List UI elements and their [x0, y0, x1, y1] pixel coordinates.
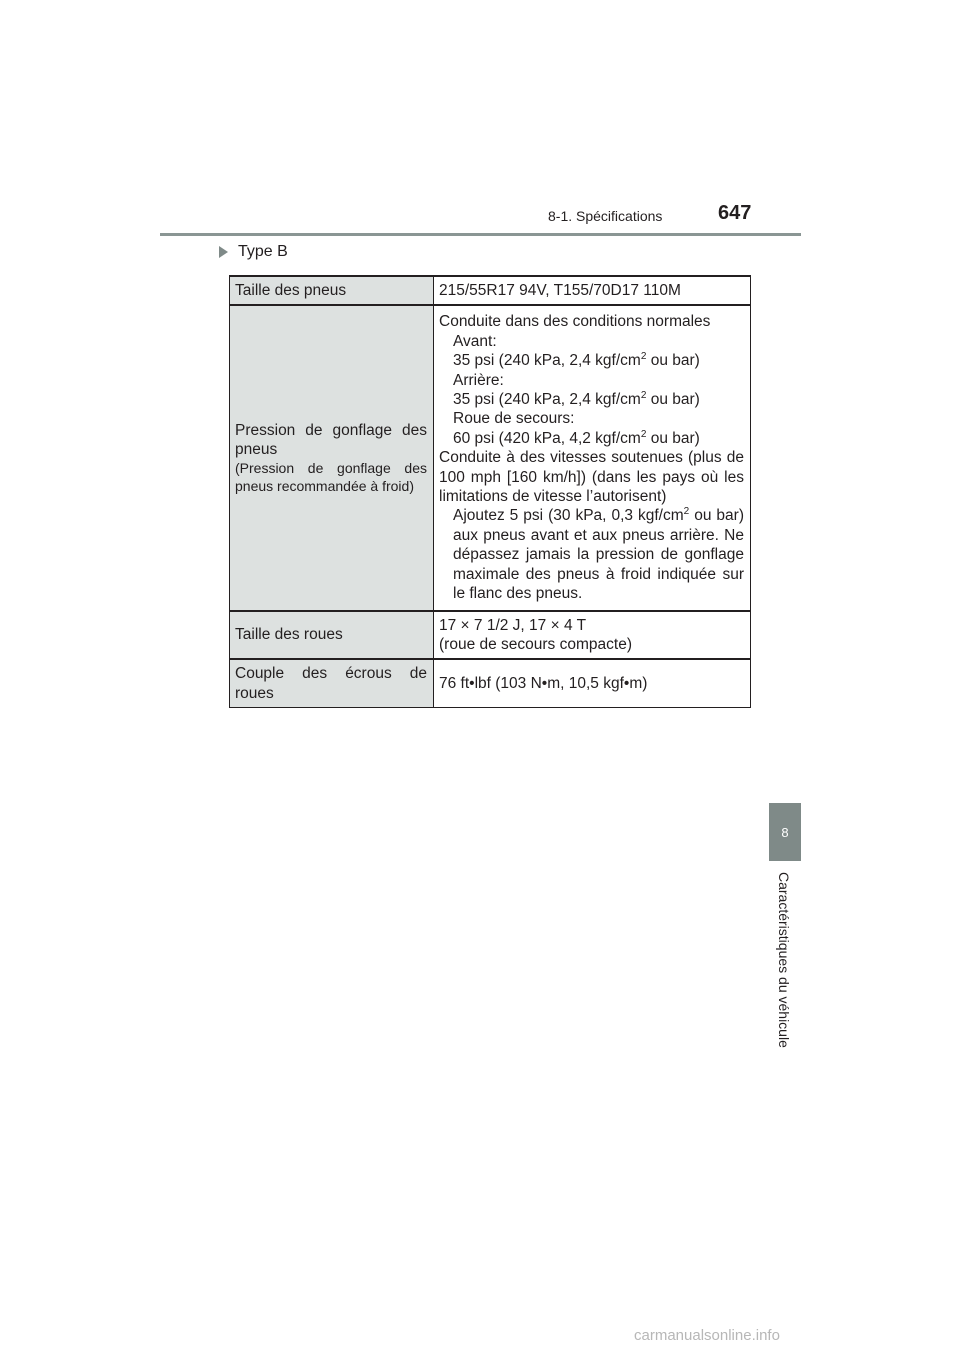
- tire-size-value: 215/55R17 94V, T155/70D17 110M: [434, 276, 751, 305]
- section-title: 8-1. Spécifications: [548, 208, 663, 224]
- wheel-size-value-line2: (roue de secours compacte): [439, 635, 632, 653]
- tire-pressure-label-sub: (Pression de gonflage des pneus recommandée à froid): [235, 460, 427, 495]
- table-row: [230, 611, 751, 660]
- tire-pressure-label: [230, 305, 434, 610]
- front-label: Avant:: [453, 332, 497, 350]
- front-value: 35 psi (240 kPa, 2,4 kgf/$cm^2$ ou bar): [453, 351, 700, 370]
- header-divider: [160, 233, 801, 236]
- tire-pressure-label-main: Pression de gonflage des pneus: [235, 421, 427, 458]
- tire-pressure-value: [434, 305, 751, 610]
- sustained-speed-note: Ajoutez 5 psi (30 kPa, 0,3 kgf/$cm^2$ ou bar) aux pneus avant et aux pneus arrière. Ne dépassez jamais la pression de gonflage maximale des pneus à froid indiquée sur le flanc des pneus.: [453, 506, 744, 603]
- wheel-size-label: Taille des roues: [230, 611, 434, 660]
- spare-label: Roue de secours:: [453, 410, 575, 428]
- nut-torque-value: 76 ft•lbf (103 N•m, 10,5 kgf•m): [434, 659, 751, 707]
- tire-size-label: Taille des pneus: [230, 276, 434, 305]
- rear-value: 35 psi (240 kPa, 2,4 kgf/$cm^2$ ou bar): [453, 389, 700, 409]
- chapter-tab: 8: [769, 803, 801, 861]
- spare-value: 60 psi (420 kPa, 4,2 kgf/$cm^2$ ou bar): [453, 428, 700, 447]
- table-row: [230, 305, 751, 610]
- table-row: [230, 659, 751, 707]
- nut-torque-label: Couple des écrous de roues: [230, 659, 434, 707]
- type-heading: [219, 243, 288, 261]
- wheel-size-value: [434, 611, 751, 660]
- page-number: 647: [718, 202, 752, 224]
- spec-table: [229, 275, 751, 708]
- rear-label: Arrière:: [453, 371, 504, 389]
- type-heading-text: Type B: [238, 243, 288, 260]
- chapter-label: Caractéristiques du véhicule: [776, 872, 792, 1048]
- table-row: [230, 276, 751, 305]
- watermark: carmanualsonline.info: [634, 1327, 780, 1344]
- triangle-bullet-icon: [219, 246, 228, 258]
- wheel-size-value-line1: 17 × 7 1/2 J, 17 × 4 T: [439, 616, 587, 634]
- normal-driving-title: Conduite dans des conditions normales: [439, 313, 711, 331]
- sustained-speed-title: Conduite à des vitesses soutenues (plus de 100 mph [160 km/h]) (dans les pays où les limitations de vitesse l’autorisent): [439, 449, 744, 506]
